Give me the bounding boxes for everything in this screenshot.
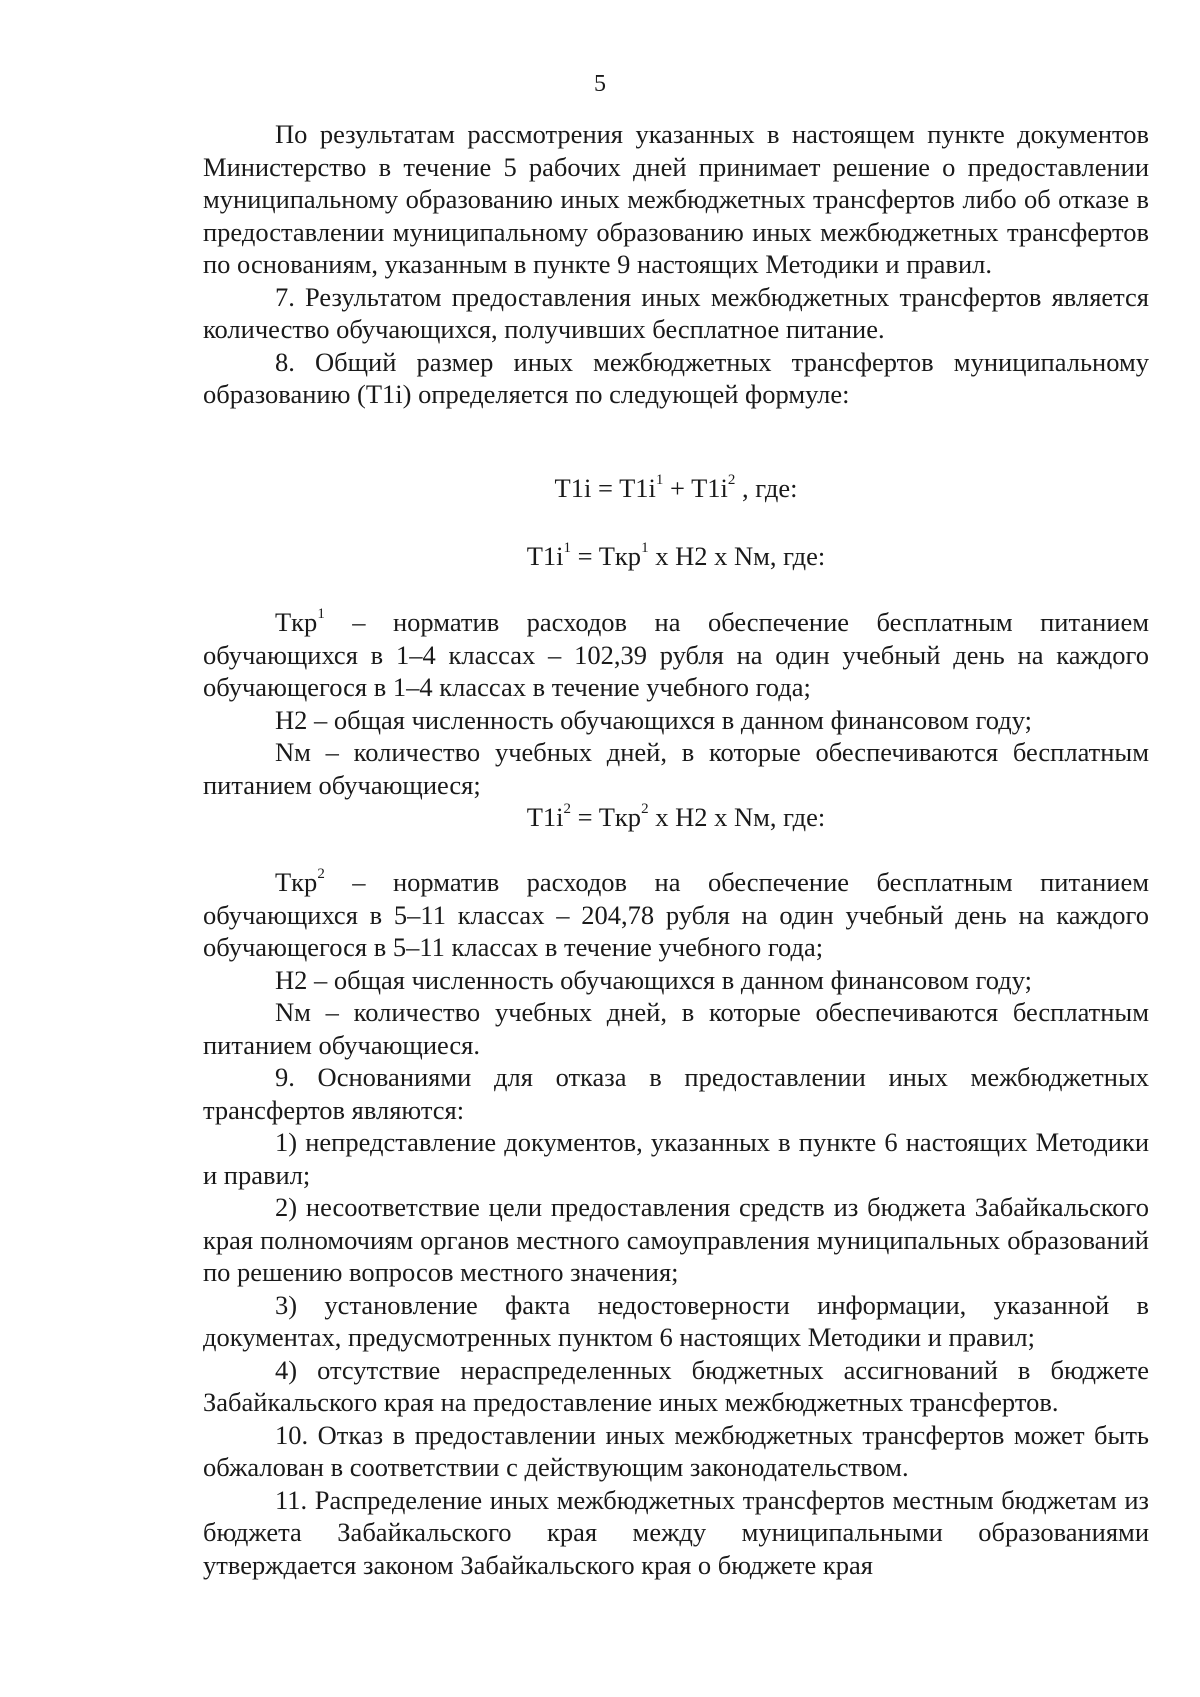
list-item-1: 1) непредставление документов, указанных в пункте 6 настоящих Методики и правил; [203, 1127, 1149, 1190]
paragraph-11: 11. Распределение иных межбюджетных трансфертов местным бюджетам из бюджета Забайкальского края между муниципальными образованиями утверждается законом Забайкальского края о бюджете края [203, 1484, 1149, 1580]
formula-total-tail: , где: [735, 473, 798, 503]
tkr1-label: Tкр [275, 607, 318, 637]
text-block-definitions-1 [203, 606, 1149, 834]
formula-part2-b: = Tкр [571, 802, 642, 832]
tkr2-sup: 2 [317, 866, 325, 883]
formula-part1-sup2: 1 [641, 540, 649, 557]
formula-part2 [203, 801, 1149, 834]
paragraph-8: 8. Общий размер иных межбюджетных трансфертов муниципальному образованию (T1i) определяется по следующей формуле: [203, 346, 1149, 409]
definition-tkr2 [203, 866, 1149, 964]
formula-total-lhs: T1i = T1i [554, 473, 656, 503]
formula-part1-c: x H2 x Nм, где: [648, 541, 826, 571]
tkr1-sup: 1 [317, 606, 325, 623]
list-item-3: 3) установление факта недостоверности информации, указанной в документах, предусмотренных пунктом 6 настоящих Методики и правил; [203, 1289, 1149, 1352]
tkr1-text: – норматив расходов на обеспечение бесплатным питанием обучающихся в 1–4 классах – 102,39 рубля на один учебный день на каждого обучающегося в 1–4 классах в течение учебного года; [203, 607, 1149, 702]
formula-part1-a: T1i [526, 541, 564, 571]
formula-part2-c: x H2 x Nм, где: [648, 802, 826, 832]
list-item-2: 2) несоответствие цели предоставления средств из бюджета Забайкальского края полномочиям органов местного самоуправления муниципальных образований по решению вопросов местного значения; [203, 1192, 1149, 1287]
definition-tkr1 [203, 606, 1149, 704]
paragraph-7: 7. Результатом предоставления иных межбюджетных трансфертов является количество обучающихся, получивших бесплатное питание. [203, 281, 1149, 344]
definition-h2-2: H2 – общая численность обучающихся в данном финансовом году; [275, 964, 1032, 995]
formula-part1 [203, 540, 1149, 573]
list-item-4: 4) отсутствие нераспределенных бюджетных ассигнований в бюджете Забайкальского края на предоставление иных межбюджетных трансфертов. [203, 1354, 1149, 1417]
formula-total [203, 472, 1149, 505]
tkr2-label: Tкр [275, 867, 318, 897]
text-block-definitions-2 [203, 866, 1149, 1581]
paragraph-results-review: По результатам рассмотрения указанных в настоящем пункте документов Министерство в течение 5 рабочих дней принимает решение о предоставлении муниципальному образованию иных межбюджетных трансфертов либо об отказе в предоставлении муниципальному образованию иных межбюджетных трансфертов по основаниям, указанным в пункте 9 настоящих Методики и правил. [203, 119, 1149, 279]
paragraph-10: 10. Отказ в предоставлении иных межбюджетных трансфертов может быть обжалован в соответствии с действующим законодательством. [203, 1419, 1149, 1482]
formula-part1-sup1: 1 [563, 540, 572, 557]
formula-part2-sup1: 2 [563, 801, 572, 818]
tkr2-text: – норматив расходов на обеспечение бесплатным питанием обучающихся в 5–11 классах – 204,78 рубля на один учебный день на каждого обучающегося в 5–11 классах в течение учебного года; [203, 867, 1149, 962]
text-block-top [203, 118, 1149, 411]
definition-nm-2: Nм – количество учебных дней, в которые обеспечиваются бесплатным питанием обучающиеся. [203, 997, 1149, 1060]
formula-total-sup2: 2 [727, 472, 736, 489]
paragraph-9: 9. Основаниями для отказа в предоставлении иных межбюджетных трансфертов являются: [203, 1062, 1149, 1125]
formula-part2-a: T1i [526, 802, 564, 832]
formula-total-mid: + T1i [663, 473, 728, 503]
formula-part2-sup2: 2 [641, 801, 649, 818]
definition-h2-1: H2 – общая численность обучающихся в данном финансовом году; [275, 704, 1032, 735]
formula-part1-b: = Tкр [571, 541, 642, 571]
page-number: 5 [594, 71, 606, 97]
definition-nm-1: Nм – количество учебных дней, в которые обеспечиваются бесплатным питанием обучающиеся; [203, 737, 1149, 800]
formula-total-sup1: 1 [655, 472, 664, 489]
